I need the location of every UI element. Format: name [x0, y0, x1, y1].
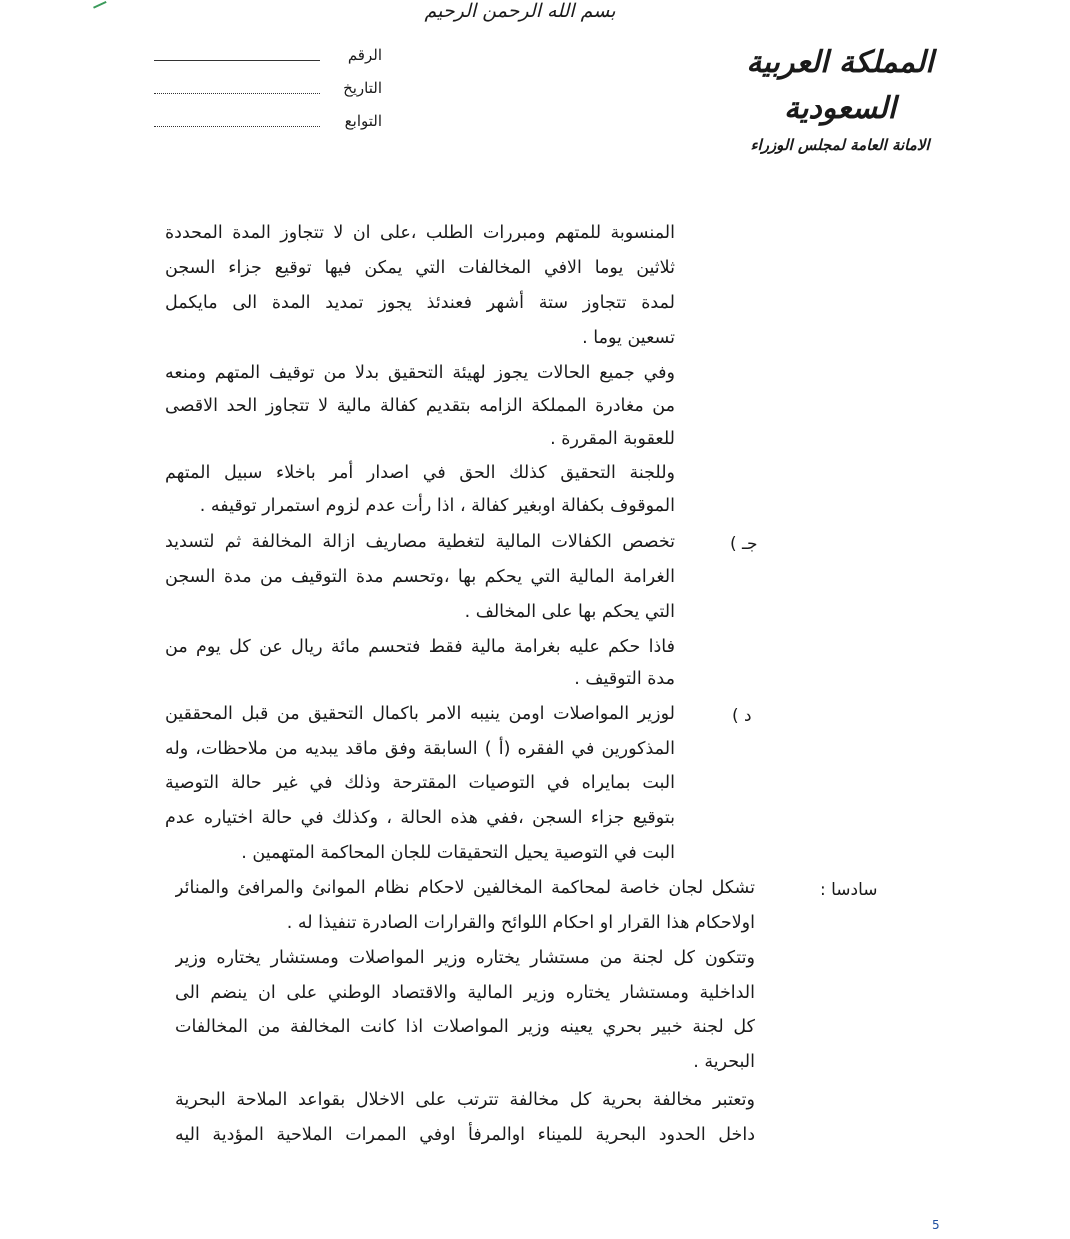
text-line: البحرية . [693, 1052, 755, 1072]
text-line: بتوقيع جزاء السجن ،ففي هذه الحالة ، وكذلك في حالة اختياره عدم [165, 808, 675, 828]
page-number: 5 [932, 1218, 940, 1232]
reference-attachments [150, 112, 390, 134]
text-line: تسعين يوما . [582, 328, 675, 348]
text-line: مدة التوقيف . [574, 669, 675, 689]
text-line: وفي جميع الحالات يجوز لهيئة التحقيق بدلا من توقيف المتهم ومنعه [165, 363, 675, 383]
text-line: للعقوبة المقررة . [550, 429, 675, 449]
text-line: تشكل لجان خاصة لمحاكمة المخالفين لاحكام نظام الموانئ والمرافئ والمنائر [175, 878, 755, 898]
kingdom-title: المملكة العربية السعودية [746, 45, 934, 126]
office-title: الامانة العامة لمجلس الوزراء [750, 136, 930, 154]
text-line: البت بمايراه في التوصيات المقترحة وذلك في غير حالة التوصية [165, 773, 675, 793]
sixth-marker: سادسا : [820, 880, 878, 900]
text-line: وللجنة التحقيق كذلك الحق في اصدار أمر باخلاء سبيل المتهم [165, 463, 675, 483]
letterhead [740, 40, 940, 154]
reference-date [150, 79, 390, 101]
text-line: لوزير المواصلات اومن ينيبه الامر باكمال التحقيق من قبل المحققين [165, 704, 675, 724]
text-line: الغرامة المالية التي يحكم بها ،وتحسم مدة التوقيف من مدة السجن [165, 567, 675, 587]
text-line: لمدة تتجاوز ستة أشهر فعندئذ يجوز تمديد المدة الى مايكمل [165, 293, 675, 313]
reference-date-label: التاريخ [343, 79, 382, 97]
text-line: تخصص الكفالات المالية لتغطية مصاريف ازالة المخالفة ثم لتسديد [165, 532, 675, 552]
reference-attachments-label: التوابع [344, 112, 382, 130]
text-line: اولاحكام هذا القرار او احكام اللوائح والقرارات الصادرة تنفيذا له . [286, 913, 755, 933]
clause-d-marker: د ) [732, 706, 752, 726]
reference-number [150, 46, 390, 68]
text-line: البت في التوصية يحيل التحقيقات للجان المحاكمة المتهمين . [241, 843, 675, 863]
text-line: المذكورين في الفقره (أ ) السابقة وفق ماقد يبديه من ملاحظات، وله [165, 739, 675, 759]
basmala: بسم الله الرحمن الرحيم [424, 0, 616, 22]
reference-attachments-line [154, 126, 320, 127]
text-line: ثلاثين يوما الافي المخالفات التي يمكن فيها توقيع جزاء السجن [165, 258, 675, 278]
clause-c-marker: جـ ) [730, 534, 758, 554]
text-line: التي يحكم بها على المخالف . [464, 602, 675, 622]
text-line: داخل الحدود البحرية للميناء اوالمرفأ اوفي الممرات الملاحية المؤدية اليه [175, 1125, 755, 1145]
text-line: من مغادرة المملكة الزامه بتقديم كفالة مالية لا تتجاوز الحد الاقصى [165, 396, 675, 416]
reference-date-line [154, 93, 320, 94]
reference-number-label: الرقم [347, 46, 382, 64]
text-line: فاذا حكم عليه بغرامة مالية فقط فتحسم مائة ريال عن كل يوم من [165, 637, 675, 657]
text-line: وتعتبر مخالفة بحرية كل مخالفة تترتب على الاخلال بقواعد الملاحة البحرية [175, 1090, 755, 1110]
text-line: كل لجنة خبير بحري يعينه وزير المواصلات اذا كانت المخالفة من المخالفات [175, 1017, 755, 1037]
text-line: وتتكون كل لجنة من مستشار يختاره وزير المواصلات ومستشار يختاره وزير [175, 948, 755, 968]
text-line: الداخلية ومستشار يختاره وزير المالية والاقتصاد الوطني على ان ينضم الى [175, 983, 755, 1003]
reference-number-line [154, 60, 320, 61]
corner-mark [91, 0, 106, 9]
text-line: المنسوبة للمتهم ومبررات الطلب ،على ان لا تتجاوز المدة المحددة [165, 223, 675, 243]
text-line: الموقوف بكفالة اوبغير كفالة ، اذا رأت عدم لزوم استمرار توقيفه . [199, 496, 675, 516]
